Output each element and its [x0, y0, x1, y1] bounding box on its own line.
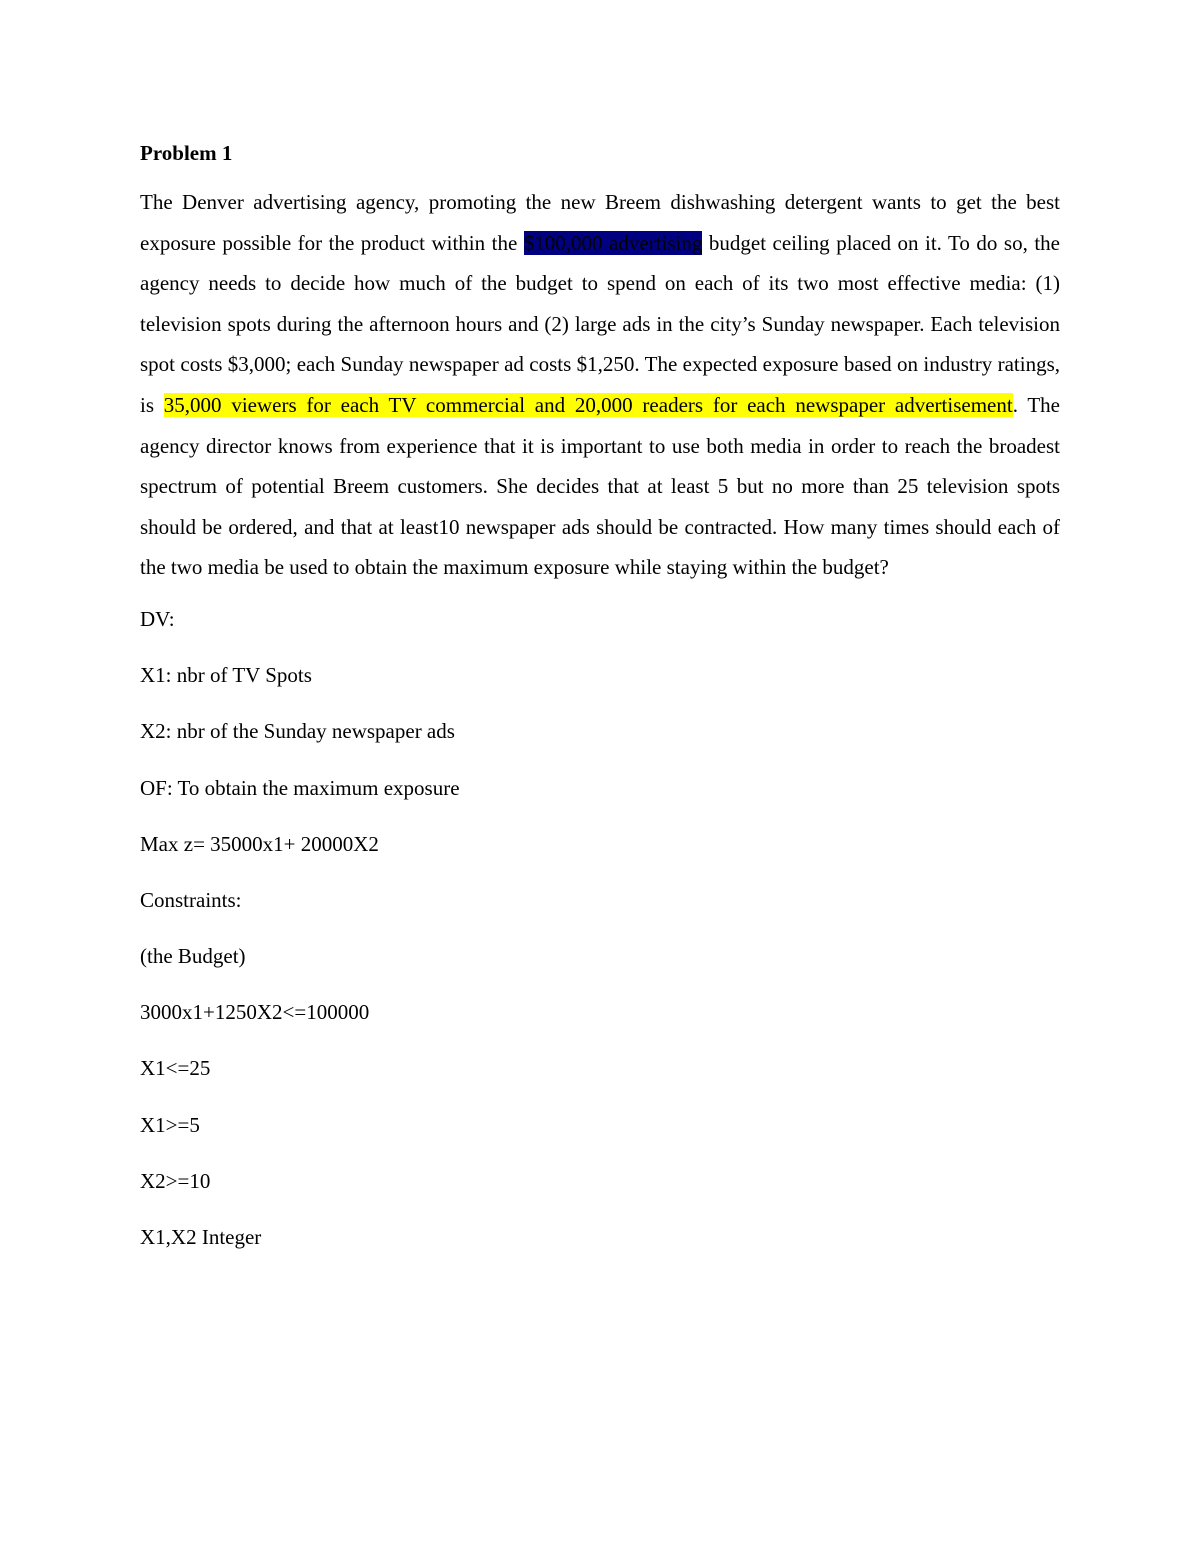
model-lines: [140, 604, 1060, 1252]
variable-x1-definition: X1: nbr of TV Spots: [140, 663, 312, 688]
paragraph-text-3: . The agency director knows from experience that it is important to use both media in order to reach the broadest spectrum of potential Breem customers. She decides that at least 5 but no more than 25 television spots should be ordered, and that at least10 newspaper ads should be contracted. How many times should each of the two media be used to obtain the maximum exposure while staying within the budget?: [140, 392, 1060, 580]
budget-constraint: 3000x1+1250X2<=100000: [140, 1000, 370, 1025]
budget-highlight: $100,000 advertising: [523, 230, 703, 255]
x2-lower-constraint: X2>=10: [140, 1168, 211, 1193]
integer-constraint: X1,X2 Integer: [140, 1225, 262, 1249]
paragraph-text-2: budget ceiling placed on it. To do so, the agency needs to decide how much of the budget to spend on each of its two most effective media: (1) television spots during the afternoon hours and (2) large ads in the city’s Sunday newspaper. Each television spot costs $3,000; each Sunday newspaper ad costs $1,250. The expected exposure based on industry ratings, is: [140, 230, 1061, 417]
exposure-highlight: 35,000 viewers for each TV commercial and 20,000 readers for each newspaper advertisement: [163, 392, 1013, 417]
x1-lower-constraint: X1>=5: [140, 1112, 200, 1137]
document-content: [140, 138, 1060, 1278]
decision-variables-label: DV:: [140, 606, 175, 631]
budget-label: (the Budget): [140, 944, 246, 969]
variable-x2-definition: X2: nbr of the Sunday newspaper ads: [140, 719, 455, 744]
problem-heading: Problem 1: [140, 141, 233, 165]
objective-function-label: OF: To obtain the maximum exposure: [140, 775, 460, 800]
paragraph-text-1: The Denver advertising agency, promoting the new Breem dishwashing detergent wants to get the best exposure possible for the product within the: [140, 190, 1060, 255]
x1-upper-constraint: X1<=25: [140, 1056, 211, 1081]
problem-paragraph: [140, 182, 1060, 588]
objective-function-equation: Max z= 35000x1+ 20000X2: [140, 831, 379, 856]
constraints-label: Constraints:: [140, 887, 242, 912]
